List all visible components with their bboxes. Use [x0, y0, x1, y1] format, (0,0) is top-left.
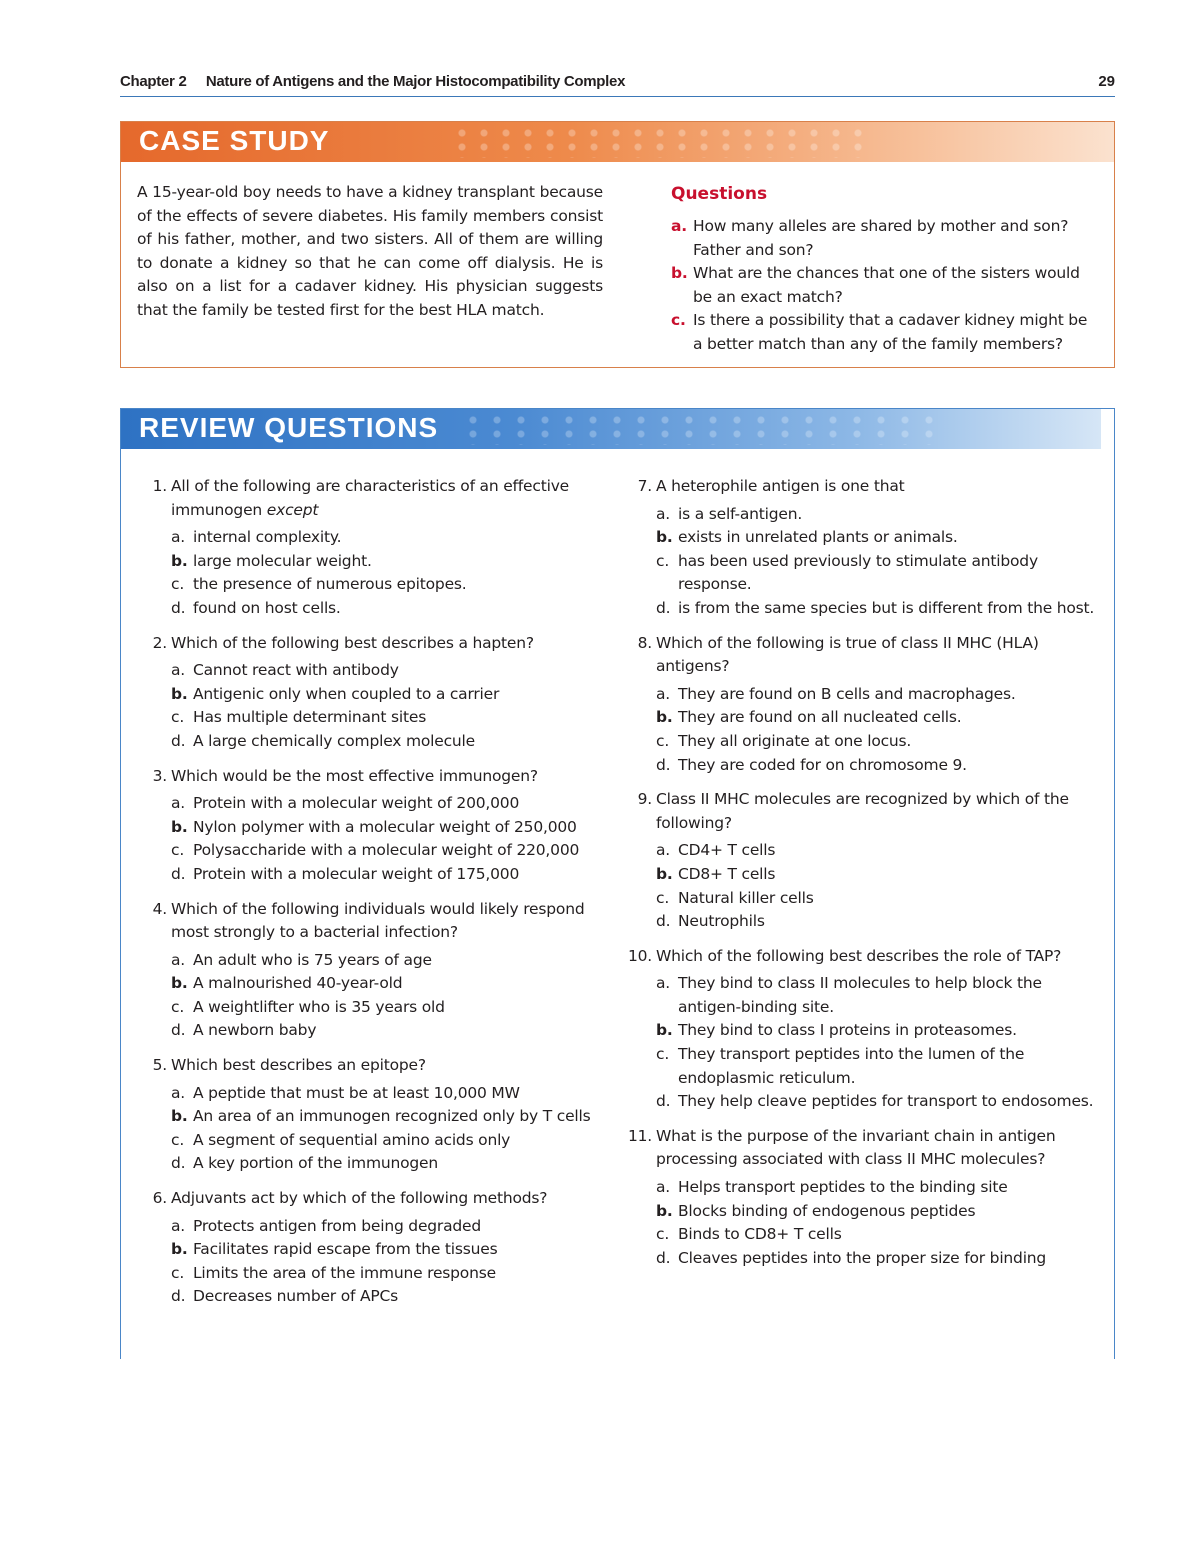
question-stem-text: Which of the following individuals would likely respond most strongly to a bacterial infection? [171, 899, 585, 942]
option [656, 972, 1104, 1019]
option-text: A key portion of the immunogen [193, 1154, 438, 1173]
question-stem-text: Which best describes an epitope? [171, 1056, 426, 1075]
option-text: Limits the area of the immune response [193, 1263, 496, 1282]
question-stem [627, 1125, 1104, 1172]
question-2 [149, 632, 619, 754]
question-stem-text: Which of the following best describes the role of TAP? [656, 946, 1062, 965]
option [656, 839, 1104, 863]
option [656, 1223, 1104, 1247]
option-list [634, 1176, 1104, 1270]
option-list [149, 526, 619, 620]
option-text: Decreases number of APCs [193, 1287, 399, 1306]
option-text: Polysaccharide with a molecular weight of 220,000 [193, 841, 580, 860]
option [656, 887, 1104, 911]
option-letter: a. [171, 528, 186, 547]
option-text: the presence of numerous epitopes. [193, 575, 467, 594]
option [171, 949, 619, 973]
option-text: Cleaves peptides into the proper size for binding [678, 1248, 1047, 1267]
case-question-letter: c. [671, 311, 686, 330]
question-stem-emphasis: except [266, 500, 319, 519]
option-letter: d. [171, 1154, 186, 1173]
option-letter: b. [656, 528, 673, 547]
case-question-letter: a. [671, 217, 687, 235]
option-letter: d. [656, 598, 671, 617]
option [656, 597, 1104, 621]
question-number: 10. [627, 946, 652, 965]
case-question-text: What are the chances that one of the sisters would be an exact match? [693, 264, 1080, 306]
option [171, 816, 619, 840]
option-letter: b. [171, 1107, 188, 1126]
option [656, 1043, 1104, 1090]
question-1 [149, 475, 619, 621]
option-list [634, 503, 1104, 621]
option [656, 1090, 1104, 1114]
option-text: Helps transport peptides to the binding site [678, 1178, 1008, 1197]
option-letter: c. [171, 1130, 185, 1149]
option-text: They are found on all nucleated cells. [678, 708, 962, 727]
option-text: Blocks binding of endogenous peptides [678, 1201, 976, 1220]
option-list [149, 1215, 619, 1309]
option [171, 683, 619, 707]
option-letter: d. [171, 1021, 186, 1040]
question-stem-text: Adjuvants act by which of the following methods? [171, 1189, 548, 1208]
question-7 [634, 475, 1104, 621]
option-text: A malnourished 40-year-old [193, 974, 403, 993]
question-stem [149, 1054, 619, 1078]
option-text: Protein with a molecular weight of 175,000 [193, 864, 520, 883]
option-text: A weightlifter who is 35 years old [193, 997, 445, 1016]
option-list [634, 683, 1104, 777]
case-question-text: How many alleles are shared by mother and son? Father and son? [693, 217, 1069, 259]
option-text: They bind to class I proteins in proteasomes. [678, 1021, 1017, 1040]
case-study-title: CASE STUDY [139, 125, 330, 156]
option [656, 1200, 1104, 1224]
option-letter: c. [656, 731, 670, 750]
option [171, 1019, 619, 1043]
question-stem-text: Which of the following best describes a hapten? [171, 633, 534, 652]
question-number: 11. [627, 1126, 652, 1145]
question-stem [149, 475, 619, 522]
option-letter: b. [656, 1201, 673, 1220]
option-list [149, 659, 619, 753]
question-stem [634, 632, 1104, 679]
option-text: has been used previously to stimulate antibody response. [678, 551, 1038, 594]
option [656, 1019, 1104, 1043]
option-text: CD4+ T cells [678, 841, 776, 860]
option-letter: c. [171, 1263, 185, 1282]
option-text: They help cleave peptides for transport to endosomes. [678, 1092, 1094, 1111]
case-question-text: Is there a possibility that a cadaver kidney might be a better match than any of the family members? [693, 311, 1088, 353]
option-text: Neutrophils [678, 912, 765, 931]
option [171, 1129, 619, 1153]
question-stem-text: Class II MHC molecules are recognized by which of the following? [656, 790, 1069, 832]
question-number: 8. [637, 633, 652, 652]
case-questions-heading: Questions [671, 184, 768, 204]
case-question-letter: b. [671, 264, 688, 283]
option [171, 1105, 619, 1129]
option [171, 972, 619, 996]
option [656, 910, 1104, 934]
question-number: 7. [637, 477, 652, 495]
question-number: 2. [152, 633, 167, 652]
case-question [671, 215, 1101, 262]
option-letter: d. [656, 755, 671, 774]
option-text: is from the same species but is different from the host. [678, 598, 1095, 617]
question-number: 4. [152, 899, 167, 918]
option-letter: c. [171, 708, 185, 727]
option-text: They are found on B cells and macrophages. [678, 684, 1016, 703]
option-letter: a. [171, 1083, 186, 1102]
option-text: Antigenic only when coupled to a carrier [193, 684, 500, 703]
option [656, 1176, 1104, 1200]
option [171, 1082, 619, 1106]
option-text: Natural killer cells [678, 888, 814, 907]
review-questions-banner [121, 409, 1101, 449]
option-letter: a. [656, 1178, 671, 1197]
question-stem-text: All of the following are characteristics of an effective immunogen [171, 477, 570, 519]
option-text: An area of an immunogen recognized only by T cells [193, 1107, 591, 1126]
option [171, 659, 619, 683]
option-letter: a. [656, 974, 671, 993]
banner-pattern [451, 126, 871, 158]
option-letter: c. [656, 888, 670, 907]
option-letter: b. [171, 1240, 188, 1259]
option [171, 1238, 619, 1262]
option-text: internal complexity. [193, 528, 342, 547]
option [656, 550, 1104, 597]
option-list [634, 839, 1104, 933]
option-text: Cannot react with antibody [193, 661, 399, 680]
option-letter: c. [656, 1225, 670, 1244]
option-letter: d. [171, 1287, 186, 1306]
option-letter: c. [656, 551, 670, 570]
option-text: A segment of sequential amino acids only [193, 1130, 511, 1149]
case-question [671, 309, 1101, 356]
option-text: exists in unrelated plants or animals. [678, 528, 958, 547]
question-stem [149, 765, 619, 789]
option [171, 730, 619, 754]
option [656, 754, 1104, 778]
review-questions-box [120, 408, 1115, 1359]
question-9 [634, 788, 1104, 934]
option-list [149, 1082, 619, 1176]
case-questions-list [671, 215, 1101, 357]
question-number: 1. [152, 477, 167, 495]
option-letter: b. [171, 551, 188, 570]
option-list [149, 792, 619, 886]
option-text: They transport peptides into the lumen of the endoplasmic reticulum. [678, 1045, 1025, 1087]
option-text: Nylon polymer with a molecular weight of 250,000 [193, 817, 577, 836]
option [171, 792, 619, 816]
option-letter: d. [656, 1248, 671, 1267]
option-letter: c. [171, 997, 185, 1016]
question-stem [634, 475, 1104, 499]
banner-pattern [461, 413, 941, 445]
option [656, 706, 1104, 730]
question-number: 3. [152, 766, 167, 785]
option-list [149, 949, 619, 1043]
option-text: They all originate at one locus. [678, 731, 912, 750]
question-11 [627, 1125, 1104, 1271]
question-10 [627, 945, 1104, 1114]
option-text: They are coded for on chromosome 9. [678, 755, 967, 774]
option [656, 683, 1104, 707]
chapter-title: Chapter 2 Nature of Antigens and the Major Histocompatibility Complex [120, 73, 626, 90]
option-letter: a. [171, 1216, 186, 1235]
option-text: A large chemically complex molecule [193, 731, 475, 750]
option-letter: b. [171, 817, 188, 836]
question-6 [149, 1187, 619, 1309]
option [656, 503, 1104, 527]
option-text: CD8+ T cells [678, 864, 776, 883]
option-letter: d. [656, 912, 671, 931]
question-stem-text: What is the purpose of the invariant chain in antigen processing associated with class II MHC molecules? [656, 1126, 1056, 1169]
question-3 [149, 765, 619, 887]
option-text: Protects antigen from being degraded [193, 1216, 482, 1235]
option-letter: a. [656, 504, 671, 523]
review-questions-title: REVIEW QUESTIONS [139, 412, 439, 443]
option [171, 1215, 619, 1239]
option [171, 706, 619, 730]
option-text: Protein with a molecular weight of 200,000 [193, 794, 520, 813]
option-letter: d. [171, 864, 186, 883]
option-letter: a. [171, 950, 186, 969]
option-text: They bind to class II molecules to help block the antigen-binding site. [678, 974, 1042, 1016]
question-4 [149, 898, 619, 1044]
question-stem [627, 945, 1104, 969]
option-text: Has multiple determinant sites [193, 708, 427, 727]
case-study-box [120, 121, 1115, 368]
case-question [671, 262, 1101, 309]
option-text: A newborn baby [193, 1021, 317, 1040]
right-column [627, 475, 1104, 1281]
option-text: Binds to CD8+ T cells [678, 1225, 842, 1244]
option [656, 1247, 1104, 1271]
option-letter: b. [171, 684, 188, 703]
question-stem [149, 632, 619, 656]
option [656, 730, 1104, 754]
option-list [634, 972, 1104, 1114]
option-text: large molecular weight. [193, 551, 372, 570]
option-letter: d. [171, 598, 186, 617]
question-number: 6. [152, 1189, 167, 1208]
option [171, 839, 619, 863]
option-letter: b. [656, 1021, 673, 1040]
option [656, 526, 1104, 550]
case-study-banner [121, 122, 1114, 162]
option [171, 1262, 619, 1286]
question-number: 9. [637, 790, 652, 809]
option-text: found on host cells. [193, 598, 341, 617]
option-letter: c. [656, 1045, 670, 1064]
running-head [120, 70, 1115, 97]
question-stem [149, 898, 619, 945]
option-letter: b. [171, 974, 188, 993]
option-letter: a. [171, 794, 186, 813]
option-letter: b. [656, 708, 673, 727]
question-stem [149, 1187, 619, 1211]
option-letter: d. [171, 731, 186, 750]
option-letter: a. [656, 841, 671, 860]
question-stem-text: A heterophile antigen is one that [656, 477, 905, 495]
option-text: An adult who is 75 years of age [193, 950, 432, 969]
option-text: Facilitates rapid escape from the tissues [193, 1240, 498, 1259]
question-8 [634, 632, 1104, 778]
option-letter: b. [656, 864, 673, 883]
option-text: A peptide that must be at least 10,000 MW [193, 1083, 520, 1102]
option [656, 863, 1104, 887]
option-text: is a self-antigen. [678, 504, 803, 523]
option-letter: a. [656, 684, 671, 703]
option [171, 1152, 619, 1176]
option [171, 526, 619, 550]
question-stem-text: Which would be the most effective immunogen? [171, 766, 538, 785]
option [171, 863, 619, 887]
option-letter: d. [656, 1092, 671, 1111]
case-study-text: A 15-year-old boy needs to have a kidney transplant because of the effects of severe diabetes. His family members consist of his father, mother, and two sisters. All of them are willing to donate a kidney so that he can come off dialysis. He is also on a list for a cadaver kidney. His physician suggests that the family be tested first for the best HLA match. [137, 183, 603, 319]
question-5 [149, 1054, 619, 1176]
option [171, 996, 619, 1020]
option-letter: c. [171, 841, 185, 860]
question-stem-text: Which of the following is true of class II MHC (HLA) antigens? [656, 633, 1039, 676]
option [171, 550, 619, 574]
page-number: 29 [1098, 73, 1115, 90]
option-letter: c. [171, 575, 185, 594]
question-stem [634, 788, 1104, 835]
option-letter: a. [171, 661, 186, 680]
option [171, 573, 619, 597]
left-column [149, 475, 619, 1320]
question-number: 5. [152, 1056, 167, 1075]
option [171, 1285, 619, 1309]
option [171, 597, 619, 621]
